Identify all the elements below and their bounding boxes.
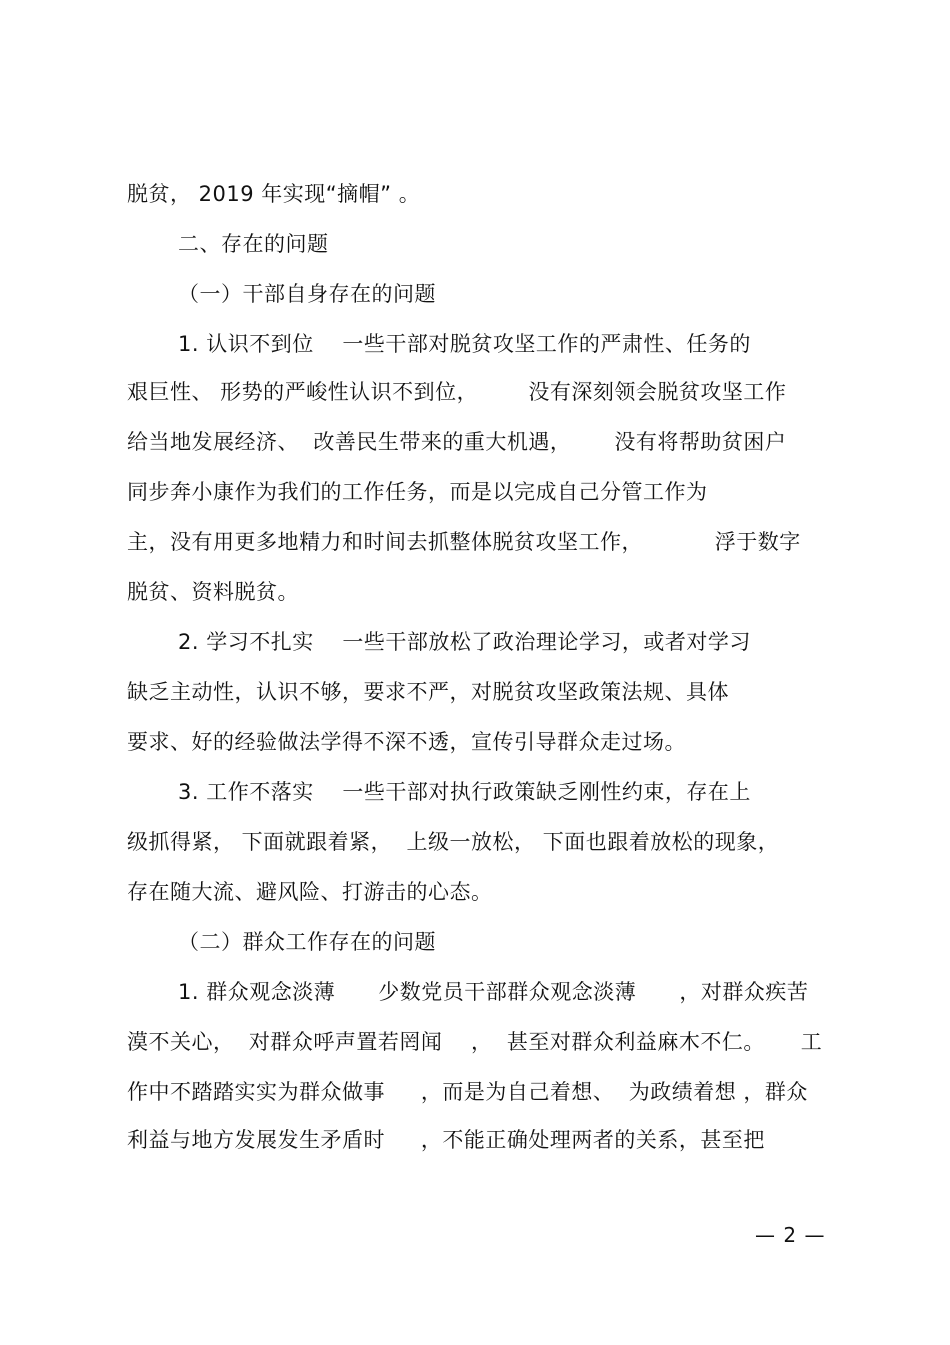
text-line: 利益与地方发展发生矛盾时 ，不能正确处理两者的关系，甚至把 xyxy=(127,1128,765,1152)
text-line: 3. 工作不落实 一些干部对执行政策缺乏刚性约束，存在上 xyxy=(178,780,751,804)
section-heading: 二、存在的问题 xyxy=(178,232,329,256)
text-line: 要求、好的经验做法学得不深不透，宣传引导群众走过场。 xyxy=(127,730,686,754)
text-line: 脱贫、资料脱贫。 xyxy=(127,580,299,604)
text-line: 级抓得紧， 下面就跟着紧， 上级一放松， 下面也跟着放松的现象， xyxy=(127,830,780,854)
text-line: 脱贫， 2019 年实现“摘帽” 。 xyxy=(127,182,421,206)
text-line: 主，没有用更多地精力和时间去抓整体脱贫攻坚工作， 浮于数字 xyxy=(127,530,801,554)
text-line: 1. 群众观念淡薄 少数党员干部群众观念淡薄 ，对群众疾苦 xyxy=(178,980,809,1004)
text-line: 漠不关心， 对群众呼声置若罔闻 ， 甚至对群众利益麻木不仁。 工 xyxy=(127,1030,823,1054)
subsection-heading: （一）干部自身存在的问题 xyxy=(178,282,436,306)
text-line: 存在随大流、避风险、打游击的心态。 xyxy=(127,880,493,904)
text-line: 同步奔小康作为我们的工作任务，而是以完成自己分管工作为 xyxy=(127,480,708,504)
text-line: 给当地发展经济、 改善民生带来的重大机遇， 没有将帮助贫困户 xyxy=(127,430,787,454)
text-line: 作中不踏踏实实为群众做事 ，而是为自己着想、 为政绩着想 ，群众 xyxy=(127,1080,808,1104)
text-line: 艰巨性、 形势的严峻性认识不到位， 没有深刻领会脱贫攻坚工作 xyxy=(127,380,787,404)
text-line: 1. 认识不到位 一些干部对脱贫攻坚工作的严肃性、任务的 xyxy=(178,332,751,356)
subsection-heading: （二）群众工作存在的问题 xyxy=(178,930,436,954)
text-line: 2. 学习不扎实 一些干部放松了政治理论学习，或者对学习 xyxy=(178,630,751,654)
page-number: — 2 — xyxy=(755,1223,826,1247)
text-line: 缺乏主动性，认识不够，要求不严，对脱贫攻坚政策法规、具体 xyxy=(127,680,729,704)
